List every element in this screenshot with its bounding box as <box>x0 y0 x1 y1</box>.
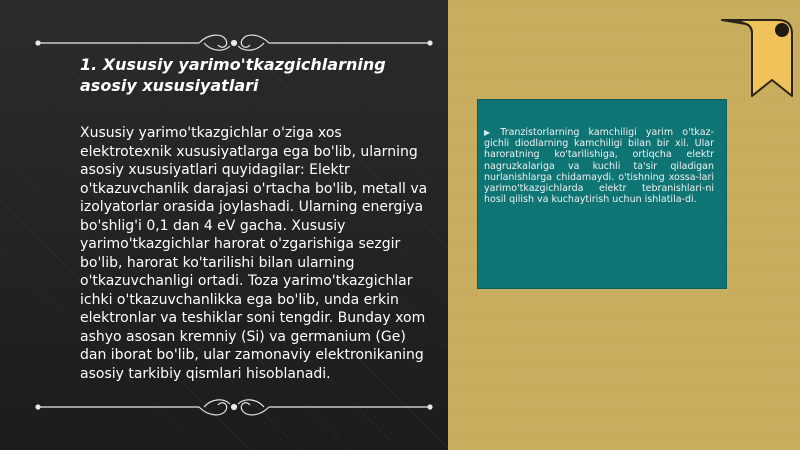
triangle-bullet-icon: ▶ <box>484 128 497 137</box>
callout-bullet-text: Tranzistorlarning kamchiligi yarim o'tkaz-gichli diodlarning kamchiligi bilan bir xil. Ular haroratning ko'tarilishiga, ortiqcha elektr nagruzkalariga va kuchli ta'sir qiladigan nurlanishlarga chidamaydi. o'tishning xossa-lari yarimo'tkazgichlarda elektr tebranishlari-ni hosil qilish va kuchaytirish uchun ishlatila-di. <box>484 127 714 206</box>
callout-text <box>484 127 714 205</box>
scroll-ornament-icon <box>34 392 434 422</box>
ribbon-bookmark-icon <box>718 18 798 100</box>
slide-title: 1. Xususiy yarimo'tkazgichlarning asosiy xususiyatlari <box>80 55 386 95</box>
body-paragraph: Xususiy yarimo'tkazgichlar o'ziga xos elektrotexnik xususiyatlarga ega bo'lib, ularning asosiy xususiyatlari quyidagilar: Elektr o'tkazuvchanlik darajasi o'rtacha bo'lib, metall va izolyatorlar orasida joylashadi. Ularning energiya bo'shlig'i 0,1 dan 4 eV gacha. Xususiy yarimo'tkazgichlar harorat o'zgarishiga sezgir bo'lib, harorat ko'tarilishi bilan ularning o'tkazuvchanligi ortadi. Toza yarimo'tkazgichlar ichki o'tkazuvchanlikka ega bo'lib, unda erkin elektronlar va teshiklar soni tengdir. Bunday xom ashyo asosan kremniy (Si) va germanium (Ge) dan iborat bo'lib, ular zamonaviy elektronikaning asosiy tarkibiy qismlari hisoblanadi. <box>80 125 428 382</box>
